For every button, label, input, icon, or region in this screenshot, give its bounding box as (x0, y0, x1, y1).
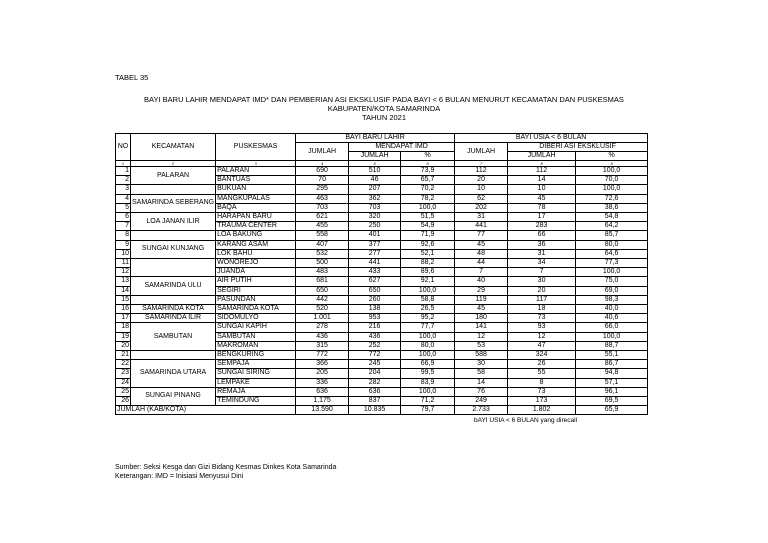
bayi-baru-lahir-cell: 1.175 (296, 397, 349, 406)
row-number: 15 (116, 295, 131, 304)
row-number: 14 (116, 286, 131, 295)
asi-pct-cell: 86,7 (576, 360, 648, 369)
imd-pct-cell: 51,5 (401, 213, 455, 222)
row-number: 16 (116, 305, 131, 314)
bayi-baru-lahir-cell: 532 (296, 249, 349, 258)
imd-jumlah-cell: 636 (349, 387, 401, 396)
puskesmas-cell: MANGKUPALAS (216, 194, 296, 203)
kecamatan-cell: SAMBUTAN (131, 323, 216, 351)
asi-pct-cell: 57,1 (576, 378, 648, 387)
kecamatan-cell (131, 185, 216, 194)
row-number: 22 (116, 360, 131, 369)
asi-jumlah-cell: 78 (508, 203, 576, 212)
asi-pct-cell: 40,0 (576, 305, 648, 314)
total-label: JUMLAH (KAB/KOTA) (116, 406, 296, 415)
bayi-usia-cell: 30 (455, 360, 508, 369)
kecamatan-cell (131, 231, 216, 240)
kecamatan-cell (131, 259, 216, 277)
asi-jumlah-cell: 117 (508, 295, 576, 304)
imd-pct-cell: 26,5 (401, 305, 455, 314)
asi-pct-cell: 100,0 (576, 185, 648, 194)
kecamatan-cell (131, 295, 216, 304)
asi-jumlah-cell: 26 (508, 360, 576, 369)
table-row (116, 305, 648, 314)
asi-pct-cell: 40,6 (576, 314, 648, 323)
puskesmas-cell: TEMINDUNG (216, 397, 296, 406)
bayi-usia-cell: 202 (455, 203, 508, 212)
bayi-baru-lahir-cell: 636 (296, 387, 349, 396)
bayi-usia-cell: 58 (455, 369, 508, 378)
row-number: 23 (116, 369, 131, 378)
footer-source: Sumber: Seksi Kesga dan Gizi Bidang Kesmas Dinkes Kota Samarinda (115, 464, 337, 471)
bayi-baru-lahir-cell: 455 (296, 222, 349, 231)
asi-pct-cell: 98,3 (576, 295, 648, 304)
bayi-baru-lahir-cell: 621 (296, 213, 349, 222)
row-number: 2 (116, 176, 131, 185)
row-number: 11 (116, 259, 131, 268)
bayi-usia-cell: 141 (455, 323, 508, 332)
bayi-baru-lahir-cell: 650 (296, 286, 349, 295)
asi-jumlah-cell: 7 (508, 268, 576, 277)
asi-jumlah-cell: 8 (508, 378, 576, 387)
data-table (115, 133, 648, 415)
bayi-baru-lahir-cell: 681 (296, 277, 349, 286)
imd-jumlah-cell: 260 (349, 295, 401, 304)
column-index-cell: 4 (296, 161, 349, 167)
puskesmas-cell: SAMARINDA KOTA (216, 305, 296, 314)
asi-jumlah-cell: 112 (508, 167, 576, 176)
imd-pct-cell: 99,5 (401, 369, 455, 378)
imd-pct-cell: 65,7 (401, 176, 455, 185)
bayi-usia-cell: 29 (455, 286, 508, 295)
asi-pct-cell: 66,0 (576, 323, 648, 332)
table-body (116, 167, 648, 415)
asi-pct-cell: 100,0 (576, 332, 648, 341)
imd-pct-cell: 100,0 (401, 332, 455, 341)
asi-pct-cell: 64,6 (576, 249, 648, 258)
kecamatan-cell: SUNGAI KUNJANG (131, 240, 216, 258)
puskesmas-cell: BANTUAS (216, 176, 296, 185)
bayi-usia-cell: 45 (455, 305, 508, 314)
puskesmas-cell: SAMBUTAN (216, 332, 296, 341)
imd-pct-cell: 100,0 (401, 286, 455, 295)
asi-pct-cell: 54,8 (576, 213, 648, 222)
bayi-usia-cell: 62 (455, 194, 508, 203)
table-row (116, 231, 648, 240)
bayi-baru-lahir-cell: 295 (296, 185, 349, 194)
table-row (116, 387, 648, 396)
asi-pct-cell: 69,5 (576, 397, 648, 406)
asi-pct-cell: 100,0 (576, 167, 648, 176)
imd-jumlah-cell: 436 (349, 332, 401, 341)
row-number: 8 (116, 231, 131, 240)
bayi-baru-lahir-cell: 483 (296, 268, 349, 277)
asi-pct-cell: 72,6 (576, 194, 648, 203)
kecamatan-cell: SAMARINDA ULU (131, 277, 216, 295)
bayi-usia-cell: 441 (455, 222, 508, 231)
row-number: 9 (116, 240, 131, 249)
imd-jumlah-cell: 441 (349, 259, 401, 268)
imd-jumlah-cell: 320 (349, 213, 401, 222)
bayi-usia-cell: 40 (455, 277, 508, 286)
imd-jumlah-cell: 401 (349, 231, 401, 240)
footer-note: Keterangan: IMD = Inisiasi Menyusui Dini (115, 473, 244, 480)
puskesmas-cell: SEGIRI (216, 286, 296, 295)
bayi-usia-cell: 180 (455, 314, 508, 323)
table-row (116, 277, 648, 286)
asi-pct-cell: 75,0 (576, 277, 648, 286)
row-number: 25 (116, 387, 131, 396)
imd-jumlah-cell: 204 (349, 369, 401, 378)
kecamatan-cell: SAMARINDA UTARA (131, 360, 216, 388)
imd-jumlah-cell: 207 (349, 185, 401, 194)
row-number: 12 (116, 268, 131, 277)
total-row (116, 406, 648, 415)
puskesmas-cell: PASUNDAN (216, 295, 296, 304)
asi-pct-cell: 64,2 (576, 222, 648, 231)
bayi-baru-lahir-cell: 703 (296, 203, 349, 212)
kecamatan-cell: SAMARINDA ILIR (131, 314, 216, 323)
puskesmas-cell: SIDOMULYO (216, 314, 296, 323)
asi-pct-cell: 69,0 (576, 286, 648, 295)
imd-pct-cell: 89,6 (401, 268, 455, 277)
row-number: 19 (116, 332, 131, 341)
asi-pct-cell: 85,7 (576, 231, 648, 240)
bayi-baru-lahir-cell: 407 (296, 240, 349, 249)
imd-pct-cell: 92,6 (401, 240, 455, 249)
kecamatan-cell: LOA JANAN ILIR (131, 213, 216, 231)
puskesmas-cell: HARAPAN BARU (216, 213, 296, 222)
puskesmas-cell: REMAJA (216, 387, 296, 396)
asi-pct-cell: 88,7 (576, 341, 648, 350)
bayi-usia-cell: 588 (455, 351, 508, 360)
puskesmas-cell: LOK BAHU (216, 249, 296, 258)
total-imd-jumlah: 10.835 (349, 406, 401, 415)
imd-jumlah-cell: 138 (349, 305, 401, 314)
imd-jumlah-cell: 703 (349, 203, 401, 212)
imd-pct-cell: 80,0 (401, 341, 455, 350)
header-jumlah: JUMLAH (296, 143, 349, 161)
asi-jumlah-cell: 17 (508, 213, 576, 222)
imd-pct-cell: 70,2 (401, 185, 455, 194)
kecamatan-cell (131, 351, 216, 360)
bayi-usia-cell: 7 (455, 268, 508, 277)
column-index-cell: 2 (131, 161, 216, 167)
imd-pct-cell: 54,9 (401, 222, 455, 231)
row-number: 20 (116, 341, 131, 350)
asi-jumlah-cell: 12 (508, 332, 576, 341)
asi-jumlah-cell: 18 (508, 305, 576, 314)
bayi-usia-cell: 112 (455, 167, 508, 176)
table-row (116, 259, 648, 268)
asi-jumlah-cell: 36 (508, 240, 576, 249)
header-asi-pct: % (576, 152, 648, 161)
puskesmas-cell: KARANG ASAM (216, 240, 296, 249)
asi-pct-cell: 100,0 (576, 268, 648, 277)
imd-jumlah-cell: 216 (349, 323, 401, 332)
kecamatan-cell: PALARAN (131, 167, 216, 185)
row-number: 7 (116, 222, 131, 231)
imd-jumlah-cell: 772 (349, 351, 401, 360)
bayi-usia-cell: 10 (455, 185, 508, 194)
header-puskesmas: PUSKESMAS (216, 134, 296, 161)
imd-pct-cell: 71,2 (401, 397, 455, 406)
asi-jumlah-cell: 45 (508, 194, 576, 203)
kecamatan-cell: SAMARINDA SEBERANG (131, 194, 216, 212)
asi-jumlah-cell: 93 (508, 323, 576, 332)
imd-jumlah-cell: 250 (349, 222, 401, 231)
asi-pct-cell: 55,1 (576, 351, 648, 360)
puskesmas-cell: SEMPAJA (216, 360, 296, 369)
row-number: 3 (116, 185, 131, 194)
header-bayi-baru-lahir: BAYI BARU LAHIR (296, 134, 455, 143)
table-row (116, 194, 648, 203)
imd-pct-cell: 100,0 (401, 351, 455, 360)
puskesmas-cell: LOA BAKUNG (216, 231, 296, 240)
row-number: 6 (116, 213, 131, 222)
bayi-usia-cell: 31 (455, 213, 508, 222)
table-row (116, 323, 648, 332)
header-imd-pct: % (401, 152, 455, 161)
imd-pct-cell: 92,1 (401, 277, 455, 286)
imd-jumlah-cell: 650 (349, 286, 401, 295)
imd-pct-cell: 66,9 (401, 360, 455, 369)
imd-jumlah-cell: 377 (349, 240, 401, 249)
puskesmas-cell: JUANDA (216, 268, 296, 277)
bayi-baru-lahir-cell: 558 (296, 231, 349, 240)
bayi-usia-cell: 20 (455, 176, 508, 185)
imd-pct-cell: 77,7 (401, 323, 455, 332)
asi-jumlah-cell: 66 (508, 231, 576, 240)
asi-pct-cell: 38,6 (576, 203, 648, 212)
imd-pct-cell: 95,2 (401, 314, 455, 323)
puskesmas-cell: AIR PUTIH (216, 277, 296, 286)
asi-jumlah-cell: 324 (508, 351, 576, 360)
header-kecamatan: KECAMATAN (131, 134, 216, 161)
row-number: 21 (116, 351, 131, 360)
row-number: 5 (116, 203, 131, 212)
puskesmas-cell: PALARAN (216, 167, 296, 176)
imd-pct-cell: 88,2 (401, 259, 455, 268)
bayi-baru-lahir-cell: 500 (296, 259, 349, 268)
asi-jumlah-cell: 30 (508, 277, 576, 286)
row-number: 10 (116, 249, 131, 258)
bayi-baru-lahir-cell: 442 (296, 295, 349, 304)
imd-pct-cell: 100,0 (401, 387, 455, 396)
bayi-usia-cell: 119 (455, 295, 508, 304)
row-number: 18 (116, 323, 131, 332)
kecamatan-cell: SUNGAI PINANG (131, 387, 216, 405)
recall-note: bAYI USIA < 6 BULAN yang direcall (474, 417, 578, 424)
bayi-baru-lahir-cell: 690 (296, 167, 349, 176)
column-index-cell: 5 (349, 161, 401, 167)
total-bayi-baru-lahir: 13.590 (296, 406, 349, 415)
bayi-baru-lahir-cell: 520 (296, 305, 349, 314)
imd-jumlah-cell: 433 (349, 268, 401, 277)
table-row (116, 351, 648, 360)
table-label: TABEL 35 (115, 73, 149, 82)
bayi-baru-lahir-cell: 1.001 (296, 314, 349, 323)
asi-jumlah-cell: 14 (508, 176, 576, 185)
bayi-baru-lahir-cell: 315 (296, 341, 349, 350)
puskesmas-cell: LEMPAKE (216, 378, 296, 387)
row-number: 26 (116, 397, 131, 406)
column-index-cell: 9 (576, 161, 648, 167)
bayi-baru-lahir-cell: 278 (296, 323, 349, 332)
asi-jumlah-cell: 283 (508, 222, 576, 231)
asi-jumlah-cell: 55 (508, 369, 576, 378)
bayi-usia-cell: 48 (455, 249, 508, 258)
imd-jumlah-cell: 510 (349, 167, 401, 176)
bayi-usia-cell: 14 (455, 378, 508, 387)
asi-jumlah-cell: 47 (508, 341, 576, 350)
imd-pct-cell: 52,1 (401, 249, 455, 258)
asi-pct-cell: 94,8 (576, 369, 648, 378)
row-number: 4 (116, 194, 131, 203)
header-jumlah-2: JUMLAH (455, 143, 508, 161)
header-diberi-asi: DIBERI ASI EKSKLUSIF (508, 143, 648, 152)
asi-pct-cell: 77,3 (576, 259, 648, 268)
imd-pct-cell: 71,9 (401, 231, 455, 240)
puskesmas-cell: WONOREJO (216, 259, 296, 268)
imd-jumlah-cell: 277 (349, 249, 401, 258)
column-index-cell: 1 (116, 161, 131, 167)
imd-jumlah-cell: 837 (349, 397, 401, 406)
imd-jumlah-cell: 282 (349, 378, 401, 387)
bayi-usia-cell: 77 (455, 231, 508, 240)
row-number: 17 (116, 314, 131, 323)
column-index-cell: 6 (401, 161, 455, 167)
imd-jumlah-cell: 362 (349, 194, 401, 203)
asi-jumlah-cell: 73 (508, 314, 576, 323)
title-line-3: TAHUN 2021 (361, 113, 407, 122)
asi-pct-cell: 70,0 (576, 176, 648, 185)
bayi-baru-lahir-cell: 366 (296, 360, 349, 369)
total-bayi-usia: 2.733 (455, 406, 508, 415)
header-bayi-usia: BAYI USIA < 6 BULAN (455, 134, 648, 143)
asi-jumlah-cell: 34 (508, 259, 576, 268)
asi-jumlah-cell: 73 (508, 387, 576, 396)
bayi-usia-cell: 44 (455, 259, 508, 268)
imd-pct-cell: 100,0 (401, 203, 455, 212)
bayi-usia-cell: 53 (455, 341, 508, 350)
asi-jumlah-cell: 31 (508, 249, 576, 258)
bayi-baru-lahir-cell: 336 (296, 378, 349, 387)
row-number: 13 (116, 277, 131, 286)
bayi-baru-lahir-cell: 436 (296, 332, 349, 341)
asi-jumlah-cell: 173 (508, 397, 576, 406)
row-number: 1 (116, 167, 131, 176)
title-line-2: KABUPATEN/KOTA SAMARINDA (327, 104, 441, 113)
header-asi-jumlah: JUMLAH (508, 152, 576, 161)
header-imd-jumlah: JUMLAH (349, 152, 401, 161)
row-number: 24 (116, 378, 131, 387)
bayi-baru-lahir-cell: 772 (296, 351, 349, 360)
table-row (116, 213, 648, 222)
imd-jumlah-cell: 252 (349, 341, 401, 350)
imd-pct-cell: 73,9 (401, 167, 455, 176)
bayi-baru-lahir-cell: 463 (296, 194, 349, 203)
bayi-usia-cell: 12 (455, 332, 508, 341)
total-asi-pct: 65,9 (576, 406, 648, 415)
imd-pct-cell: 83,9 (401, 378, 455, 387)
table-row (116, 167, 648, 176)
asi-jumlah-cell: 20 (508, 286, 576, 295)
bayi-baru-lahir-cell: 205 (296, 369, 349, 378)
puskesmas-cell: BAQA (216, 203, 296, 212)
bayi-baru-lahir-cell: 70 (296, 176, 349, 185)
bayi-usia-cell: 76 (455, 387, 508, 396)
imd-pct-cell: 58,8 (401, 295, 455, 304)
table-row (116, 185, 648, 194)
column-index-cell: 7 (455, 161, 508, 167)
kecamatan-cell: SAMARINDA KOTA (131, 305, 216, 314)
table-row (116, 360, 648, 369)
imd-jumlah-cell: 46 (349, 176, 401, 185)
puskesmas-cell: BUKUAN (216, 185, 296, 194)
asi-pct-cell: 96,1 (576, 387, 648, 396)
column-index-cell: 8 (508, 161, 576, 167)
imd-jumlah-cell: 953 (349, 314, 401, 323)
header-no: NO (116, 134, 131, 161)
header-mendapat-imd: MENDAPAT IMD (349, 143, 455, 152)
puskesmas-cell: BENGKURING (216, 351, 296, 360)
asi-pct-cell: 80,0 (576, 240, 648, 249)
asi-jumlah-cell: 10 (508, 185, 576, 194)
imd-jumlah-cell: 245 (349, 360, 401, 369)
puskesmas-cell: TRAUMA CENTER (216, 222, 296, 231)
table-row (116, 295, 648, 304)
puskesmas-cell: SUNGAI SIRING (216, 369, 296, 378)
puskesmas-cell: MAKROMAN (216, 341, 296, 350)
table-row (116, 240, 648, 249)
table-row (116, 314, 648, 323)
total-imd-pct: 79,7 (401, 406, 455, 415)
imd-pct-cell: 78,2 (401, 194, 455, 203)
total-asi-jumlah: 1.802 (508, 406, 576, 415)
bayi-usia-cell: 249 (455, 397, 508, 406)
column-index-cell: 3 (216, 161, 296, 167)
puskesmas-cell: SUNGAI KAPIH (216, 323, 296, 332)
bayi-usia-cell: 45 (455, 240, 508, 249)
imd-jumlah-cell: 627 (349, 277, 401, 286)
title-line-1: BAYI BARU LAHIR MENDAPAT IMD* DAN PEMBERIAN ASI EKSKLUSIF PADA BAYI < 6 BULAN MENURUT KECAMATAN DAN PUSKESMAS (144, 95, 624, 104)
